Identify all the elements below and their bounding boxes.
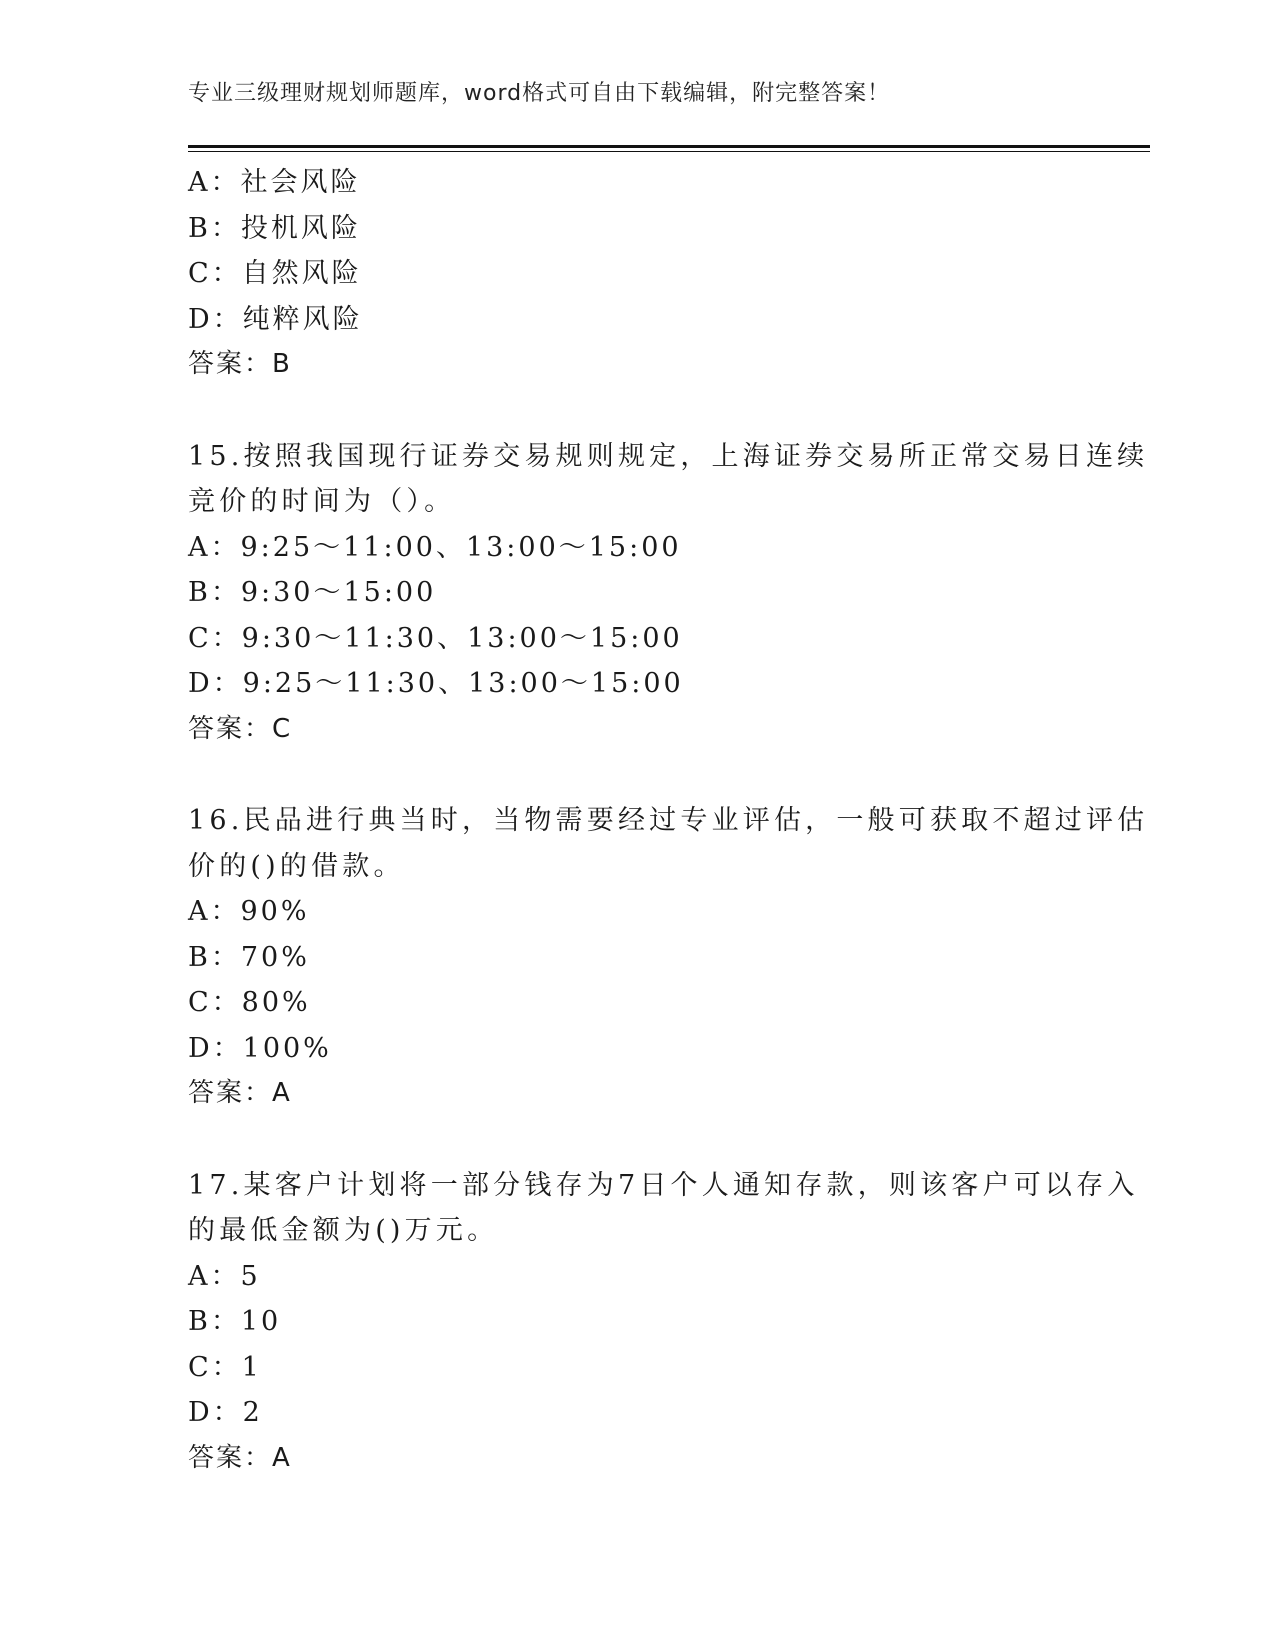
answer-value: B (272, 349, 292, 379)
question-stem-line: 15.按照我国现行证券交易规则规定，上海证券交易所正常交易日连续 (188, 440, 1149, 472)
question-block (188, 1163, 1139, 1482)
question-block (188, 160, 1088, 388)
header-rule-thick (188, 145, 1150, 148)
answer-label: 答案： (188, 1442, 273, 1473)
question-stem-line: 17.某客户计划将一部分钱存为7日个人通知存款，则该客户可以存入 (188, 1169, 1139, 1201)
answer-label: 答案： (188, 713, 273, 744)
option-c: C：自然风险 (188, 258, 362, 289)
option-d: D：100% (188, 1032, 332, 1064)
question-stem-line: 竞价的时间为（）。 (188, 486, 456, 517)
answer-line (188, 1071, 1088, 1117)
option-a: A：社会风险 (188, 167, 361, 198)
answer-line (188, 707, 1088, 753)
page-header: 专业三级理财规划师题库，word格式可自由下载编辑，附完整答案！ (188, 81, 891, 106)
option-c: C：1 (188, 1351, 262, 1383)
answer-value: A (272, 1442, 292, 1473)
option-c: C：9:30～11:30、13:00～15:00 (188, 622, 683, 654)
question-block (188, 798, 1149, 1117)
answer-label: 答案： (188, 349, 273, 379)
option-b: B：10 (188, 1306, 282, 1337)
option-b: B：9:30～15:00 (188, 577, 437, 608)
option-a: A：90% (188, 896, 310, 927)
question-stem-line: 16.民品进行典当时，当物需要经过专业评估，一般可获取不超过评估 (188, 805, 1149, 836)
question-stem-line: 的最低金额为()万元。 (188, 1215, 499, 1246)
question-block (188, 434, 1149, 753)
question-stem-line: 价的()的借款。 (188, 850, 405, 882)
option-d: D：9:25～11:30、13:00～15:00 (188, 668, 684, 699)
header-rule-thin (188, 151, 1150, 152)
question-list (188, 160, 1149, 1481)
option-a: A：9:25～11:00、13:00～15:00 (188, 531, 682, 563)
option-c: C：80% (188, 987, 311, 1018)
answer-label: 答案： (188, 1078, 273, 1108)
option-d: D：纯粹风险 (188, 303, 363, 335)
answer-line (188, 342, 1088, 388)
option-b: B：70% (188, 941, 310, 973)
answer-value: A (272, 1078, 292, 1108)
option-d: D：2 (188, 1397, 263, 1428)
answer-line (188, 1436, 1088, 1482)
option-b: B：投机风险 (188, 212, 361, 244)
option-a: A：5 (188, 1260, 261, 1292)
answer-value: C (272, 713, 293, 744)
